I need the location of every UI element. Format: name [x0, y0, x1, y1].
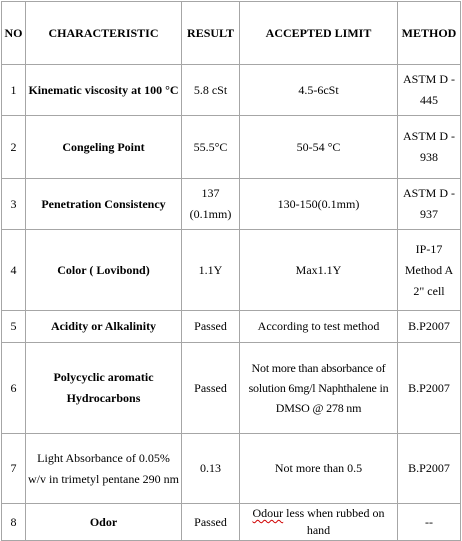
limit-cell: Not more than 0.5	[240, 434, 398, 504]
result-cell: Passed	[182, 343, 240, 434]
characteristic-cell: Color ( Lovibond)	[26, 230, 182, 311]
header-accepted-limit: ACCEPTED LIMIT	[240, 2, 398, 65]
limit-cell: 50-54 °C	[240, 116, 398, 179]
row-number: 4	[2, 230, 26, 311]
method-cell: B.P2007	[398, 434, 461, 504]
table-row	[2, 504, 461, 541]
result-cell: 0.13	[182, 434, 240, 504]
characteristic-cell: Penetration Consistency	[26, 179, 182, 230]
table-row	[2, 65, 461, 116]
characteristic-cell: Polycyclic aromatic Hydrocarbons	[26, 343, 182, 434]
method-cell: B.P2007	[398, 311, 461, 343]
characteristic-cell: Kinematic viscosity at 100 °C	[26, 65, 182, 116]
table-row	[2, 311, 461, 343]
limit-cell: Not more than absorbance of solution 6mg/l Naphthalene in DMSO @ 278 nm	[240, 343, 398, 434]
characteristic-cell: Congeling Point	[26, 116, 182, 179]
method-cell: ASTM D - 445	[398, 65, 461, 116]
limit-cell	[240, 504, 398, 541]
result-cell: 5.8 cSt	[182, 65, 240, 116]
table-row	[2, 230, 461, 311]
result-cell: 55.5°C	[182, 116, 240, 179]
result-cell: Passed	[182, 311, 240, 343]
limit-cell: Max1.1Y	[240, 230, 398, 311]
method-cell: B.P2007	[398, 343, 461, 434]
method-cell: ASTM D - 938	[398, 116, 461, 179]
result-cell: 1.1Y	[182, 230, 240, 311]
specification-table	[1, 1, 461, 541]
row-number: 5	[2, 311, 26, 343]
row-number: 2	[2, 116, 26, 179]
limit-cell: 4.5-6cSt	[240, 65, 398, 116]
method-cell: IP-17 Method A 2" cell	[398, 230, 461, 311]
result-cell: 137 (0.1mm)	[182, 179, 240, 230]
header-result: RESULT	[182, 2, 240, 65]
method-cell: --	[398, 504, 461, 541]
row-number: 6	[2, 343, 26, 434]
header-characteristic: CHARACTERISTIC	[26, 2, 182, 65]
row-number: 8	[2, 504, 26, 541]
characteristic-cell: Light Absorbance of 0.05% w/v in trimetyl pentane 290 nm	[26, 434, 182, 504]
row-number: 1	[2, 65, 26, 116]
header-row	[2, 2, 461, 65]
characteristic-cell: Acidity or Alkalinity	[26, 311, 182, 343]
spellcheck-word: Odour	[252, 506, 284, 520]
table-row	[2, 116, 461, 179]
method-cell: ASTM D - 937	[398, 179, 461, 230]
table-row	[2, 179, 461, 230]
result-cell: Passed	[182, 504, 240, 541]
table-row	[2, 434, 461, 504]
row-number: 7	[2, 434, 26, 504]
table-row	[2, 343, 461, 434]
characteristic-cell: Odor	[26, 504, 182, 541]
limit-cell: According to test method	[240, 311, 398, 343]
header-no: NO	[2, 2, 26, 65]
limit-text: less when rubbed on hand	[283, 506, 385, 537]
row-number: 3	[2, 179, 26, 230]
limit-cell: 130-150(0.1mm)	[240, 179, 398, 230]
header-method: METHOD	[398, 2, 461, 65]
